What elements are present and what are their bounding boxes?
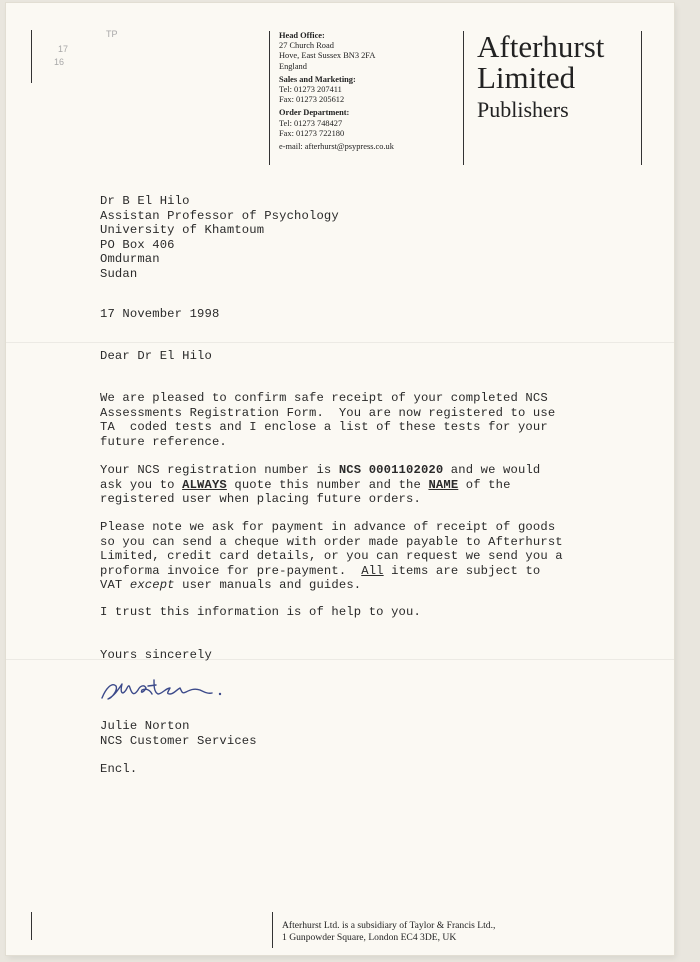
brand-rule-left: [463, 31, 464, 165]
margin-note: TP: [106, 29, 118, 39]
enclosure-note: Encl.: [100, 762, 138, 776]
paragraph-registration: [100, 463, 540, 507]
letter-date: 17 November 1998: [100, 307, 220, 321]
registration-number: NCS 0001102020: [338, 463, 444, 477]
footer-margin-rule: [31, 912, 32, 940]
address-line: Hove, East Sussex BN3 2FA: [279, 51, 376, 61]
order-tel: Tel: 01273 748427: [279, 118, 343, 128]
body-text: VAT: [100, 578, 130, 593]
body-line: so you can send a cheque with order made payable to Afterhurst: [100, 534, 563, 549]
body-line: Limited, credit card details, or you can request we send you a: [100, 549, 563, 564]
emphasis-always: ALWAYS: [182, 477, 227, 492]
emphasis-all: All: [361, 563, 384, 578]
footer: [282, 920, 495, 944]
recipient-line: Assistan Professor of Psychology: [100, 208, 339, 223]
footer-rule: [272, 912, 273, 948]
sales-fax: Fax: 01273 205612: [279, 95, 345, 105]
body-line: TA coded tests and I enclose a list of these tests for your: [100, 420, 548, 435]
recipient-line: University of Khamtoum: [100, 223, 265, 238]
body-line: Assessments Registration Form. You are now registered to use: [100, 405, 556, 420]
paragraph-closing-remark: I trust this information is of help to you.: [100, 605, 421, 619]
letterhead-contact: [279, 31, 459, 152]
paper-fold: [6, 342, 674, 343]
recipient-line: Sudan: [100, 266, 138, 281]
recipient-line: PO Box 406: [100, 237, 175, 252]
signatory-title: NCS Customer Services: [100, 733, 257, 748]
body-text: items are subject to: [383, 563, 541, 578]
order-fax: Fax: 01273 722180: [279, 128, 345, 138]
sales-label: Sales and Marketing:: [279, 74, 356, 84]
email-address: e-mail: afterhurst@psypress.co.uk: [279, 142, 394, 152]
body-text: of the: [458, 477, 511, 492]
body-text: Your NCS registration number is: [100, 463, 339, 477]
recipient-address: [100, 194, 339, 282]
body-text: quote this number and the: [226, 477, 429, 492]
recipient-line: Omdurman: [100, 252, 160, 267]
paragraph-payment: [100, 520, 563, 593]
company-name-line3: Publishers: [477, 97, 569, 122]
body-line: future reference.: [100, 434, 227, 449]
footer-line: 1 Gunpowder Square, London EC4 3DE, UK: [282, 932, 457, 943]
footer-line: Afterhurst Ltd. is a subsidiary of Taylor & Francis Ltd.,: [282, 920, 496, 931]
signatory-block: [100, 719, 257, 748]
address-line: 27 Church Road: [279, 41, 334, 51]
salutation: Dear Dr El Hilo: [100, 349, 212, 363]
brand-rule-right: [641, 31, 642, 165]
paragraph-confirmation: [100, 391, 555, 449]
sales-tel: Tel: 01273 207411: [279, 85, 342, 95]
margin-note: 17: [58, 44, 69, 54]
recipient-line: Dr B El Hilo: [100, 194, 190, 208]
order-label: Order Department:: [279, 108, 350, 118]
head-office-label: Head Office:: [279, 31, 325, 40]
body-line: registered user when placing future orders.: [100, 492, 421, 507]
body-line: Please note we ask for payment in advance of receipt of goods: [100, 520, 556, 534]
body-text: ask you to: [100, 477, 183, 492]
signatory-name: Julie Norton: [100, 719, 190, 733]
address-line: England: [279, 61, 307, 71]
body-text: proforma invoice for pre-payment.: [100, 563, 362, 578]
company-logo: [477, 31, 604, 124]
handwritten-signature: [96, 672, 236, 712]
company-name-line1: Afterhurst: [477, 29, 605, 64]
margin-rule: [31, 30, 32, 83]
emphasis-except: except: [129, 578, 175, 593]
body-line: We are pleased to confirm safe receipt of your completed NCS: [100, 391, 548, 405]
margin-note: 16: [54, 57, 65, 67]
closing: Yours sincerely: [100, 648, 212, 662]
body-text: user manuals and guides.: [174, 578, 362, 593]
emphasis-name: NAME: [428, 477, 459, 492]
company-name-line2: Limited: [477, 60, 576, 95]
letterhead-rule: [269, 31, 270, 165]
body-text: and we would: [443, 463, 541, 477]
